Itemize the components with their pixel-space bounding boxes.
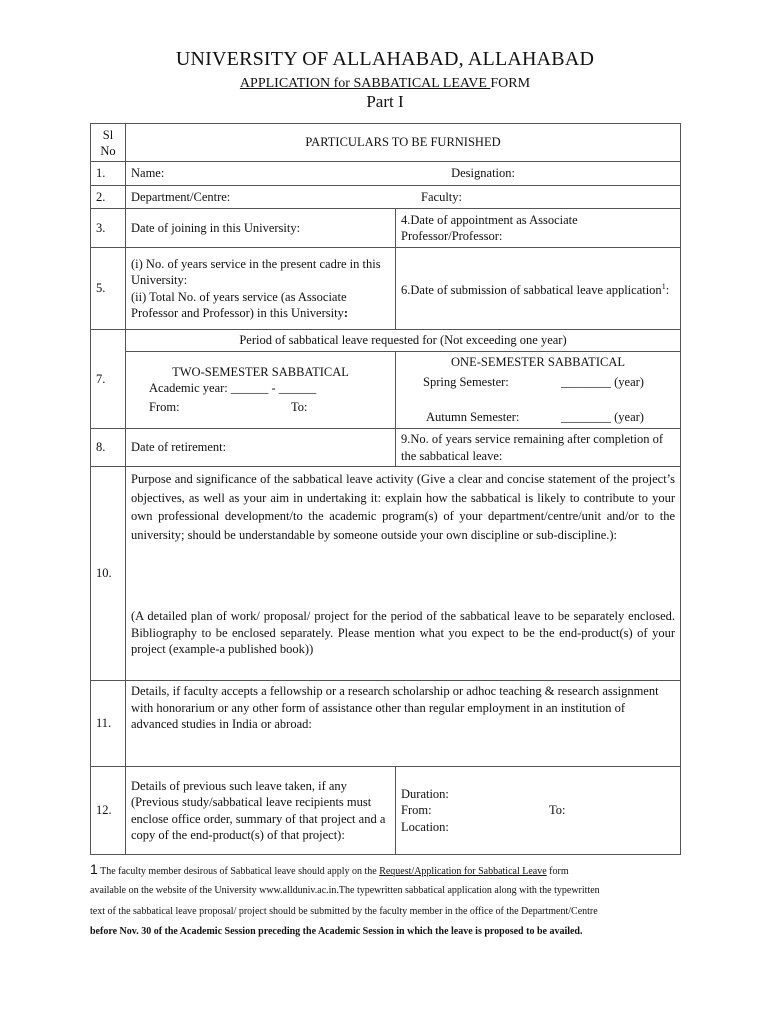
name-designation-cell[interactable] — [126, 162, 681, 186]
date-of-submission-field[interactable] — [396, 248, 681, 330]
from-label: From: — [401, 803, 432, 818]
row-number: 8. — [91, 429, 126, 467]
footnote-text-end: form — [546, 866, 569, 877]
service-total-text: (ii) Total No. of years service (as Associate Professor and Professor) in this University — [131, 289, 347, 320]
form-title-rest: FORM — [490, 76, 531, 91]
one-semester-sabbatical-cell[interactable] — [396, 351, 681, 429]
years-of-service-field[interactable] — [126, 248, 396, 330]
name-label: Name: — [131, 166, 165, 181]
previous-leave-details-field[interactable] — [396, 767, 681, 855]
row-number: 11. — [91, 681, 126, 767]
table-row — [91, 330, 681, 352]
academic-year-field: Academic year: ______ - ______ — [149, 381, 317, 395]
autumn-year-blank: ________ (year) — [561, 410, 644, 424]
university-title: UNIVERSITY OF ALLAHABAD, ALLAHABAD — [175, 48, 595, 70]
date-of-joining-field[interactable]: Date of joining in this University: — [126, 209, 396, 248]
sl-label: Sl — [102, 127, 114, 142]
table-row — [91, 681, 681, 767]
table-row — [91, 429, 681, 467]
two-semester-heading: TWO-SEMESTER SABBATICAL — [172, 364, 349, 379]
designation-label: Designation: — [451, 166, 515, 181]
part-label: Part I — [366, 92, 404, 111]
row-number: 1. — [91, 162, 126, 186]
spring-semester-line — [401, 374, 675, 391]
spring-year-blank: ________ (year) — [561, 375, 644, 389]
footnote-reference: 1 — [661, 281, 666, 291]
row-number: 7. — [91, 330, 126, 429]
service-present-cadre-label: (i) No. of years service in the present cadre in this University: — [131, 256, 381, 287]
duration-label: Duration: — [401, 786, 449, 801]
row-number: 12. — [91, 767, 126, 855]
date-of-appointment-field[interactable]: 4.Date of appointment as Associate Professor/Professor: — [396, 209, 681, 248]
table-row — [91, 186, 681, 209]
footnote-text: The faculty member desirous of Sabbatical leave should apply on the — [97, 866, 380, 877]
table-header-row — [91, 124, 681, 162]
faculty-label: Faculty: — [421, 189, 462, 204]
department-label: Department/Centre: — [131, 189, 231, 204]
footnote-number: 1 — [90, 861, 98, 877]
request-form-link[interactable]: Request/Application for Sabbatical Leave — [379, 866, 547, 877]
table-row — [91, 767, 681, 855]
fellowship-details-field[interactable]: Details, if faculty accepts a fellowship or a research scholarship or adhoc teaching & research assignment with honorarium or any other form of assistance other than regular employment in an institution of advanced studies in India or abroad: — [126, 681, 681, 767]
autumn-semester-label: Autumn Semester: — [426, 410, 520, 424]
form-title — [0, 76, 770, 92]
row-number: 3. — [91, 209, 126, 248]
footnote-line-1 — [90, 862, 680, 879]
previous-leave-label: Details of previous such leave taken, if any (Previous study/sabbatical leave recipients must enclose office order, summary of that project and a copy of the end-product(s) of that project): — [126, 767, 396, 855]
table-row — [91, 351, 681, 429]
to-label: To: — [291, 399, 308, 414]
service-total-label — [131, 289, 390, 322]
from-to-line — [401, 802, 675, 819]
detailed-plan-note: (A detailed plan of work/ proposal/ project for the period of the sabbatical leave to be separately enclosed. Bibliography to be enclosed separately. Please mention what you expect to be the end-product(s) of your project (example-a published book)) — [131, 609, 675, 656]
row-number: 10. — [91, 467, 126, 681]
form-title-underlined: APPLICATION for SABBATICAL LEAVE — [239, 76, 491, 91]
from-to-line — [131, 399, 390, 416]
date-of-retirement-field[interactable]: Date of retirement: — [126, 429, 396, 467]
department-faculty-cell[interactable] — [126, 186, 681, 209]
particulars-header: PARTICULARS TO BE FURNISHED — [126, 124, 681, 162]
from-label: From: — [149, 399, 180, 414]
autumn-semester-line — [401, 409, 675, 426]
purpose-field[interactable] — [126, 467, 681, 681]
table-row — [91, 162, 681, 186]
period-of-leave-label: Period of sabbatical leave requested for (Not exceeding one year) — [126, 330, 681, 352]
two-semester-sabbatical-cell[interactable] — [126, 351, 396, 429]
one-semester-heading: ONE-SEMESTER SABBATICAL — [451, 354, 625, 369]
particulars-table — [90, 123, 681, 855]
years-remaining-field[interactable]: 9.No. of years service remaining after completion of the sabbatical leave: — [396, 429, 681, 467]
spring-semester-label: Spring Semester: — [423, 375, 509, 389]
row-number: 5. — [91, 248, 126, 330]
purpose-label: Purpose and significance of the sabbatical leave activity (Give a clear and concise statement of the project’s objectives, as well as your aim in undertaking it: explain how the sabbatical is likely to contribute to your own professional development/to the academic program(s) of your department/centre/unit and/or to the university; should be understandable by someone outside your own discipline or sub-discipline.): — [131, 472, 675, 542]
footnote-deadline: before Nov. 30 of the Academic Session preceding the Academic Session in which the leave is proposed to be availed. — [90, 926, 583, 937]
date-of-submission-label: 6.Date of submission of sabbatical leave application — [401, 282, 662, 297]
table-row — [91, 467, 681, 681]
table-row — [91, 248, 681, 330]
date-of-submission-colon: : — [665, 282, 670, 297]
service-total-colon: : — [343, 306, 348, 320]
footnote-line-2: available on the website of the University www.allduniv.ac.in.The typewritten sabbatical application along with the typewritten — [90, 885, 600, 896]
footnote-line-3: text of the sabbatical leave proposal/ project should be submitted by the faculty member in the office of the Department/Centre — [90, 906, 598, 917]
location-label: Location: — [401, 819, 449, 834]
no-label: No — [100, 143, 116, 158]
row-number: 2. — [91, 186, 126, 209]
table-row — [91, 209, 681, 248]
sl-no-header — [91, 124, 126, 162]
to-label: To: — [549, 803, 566, 818]
